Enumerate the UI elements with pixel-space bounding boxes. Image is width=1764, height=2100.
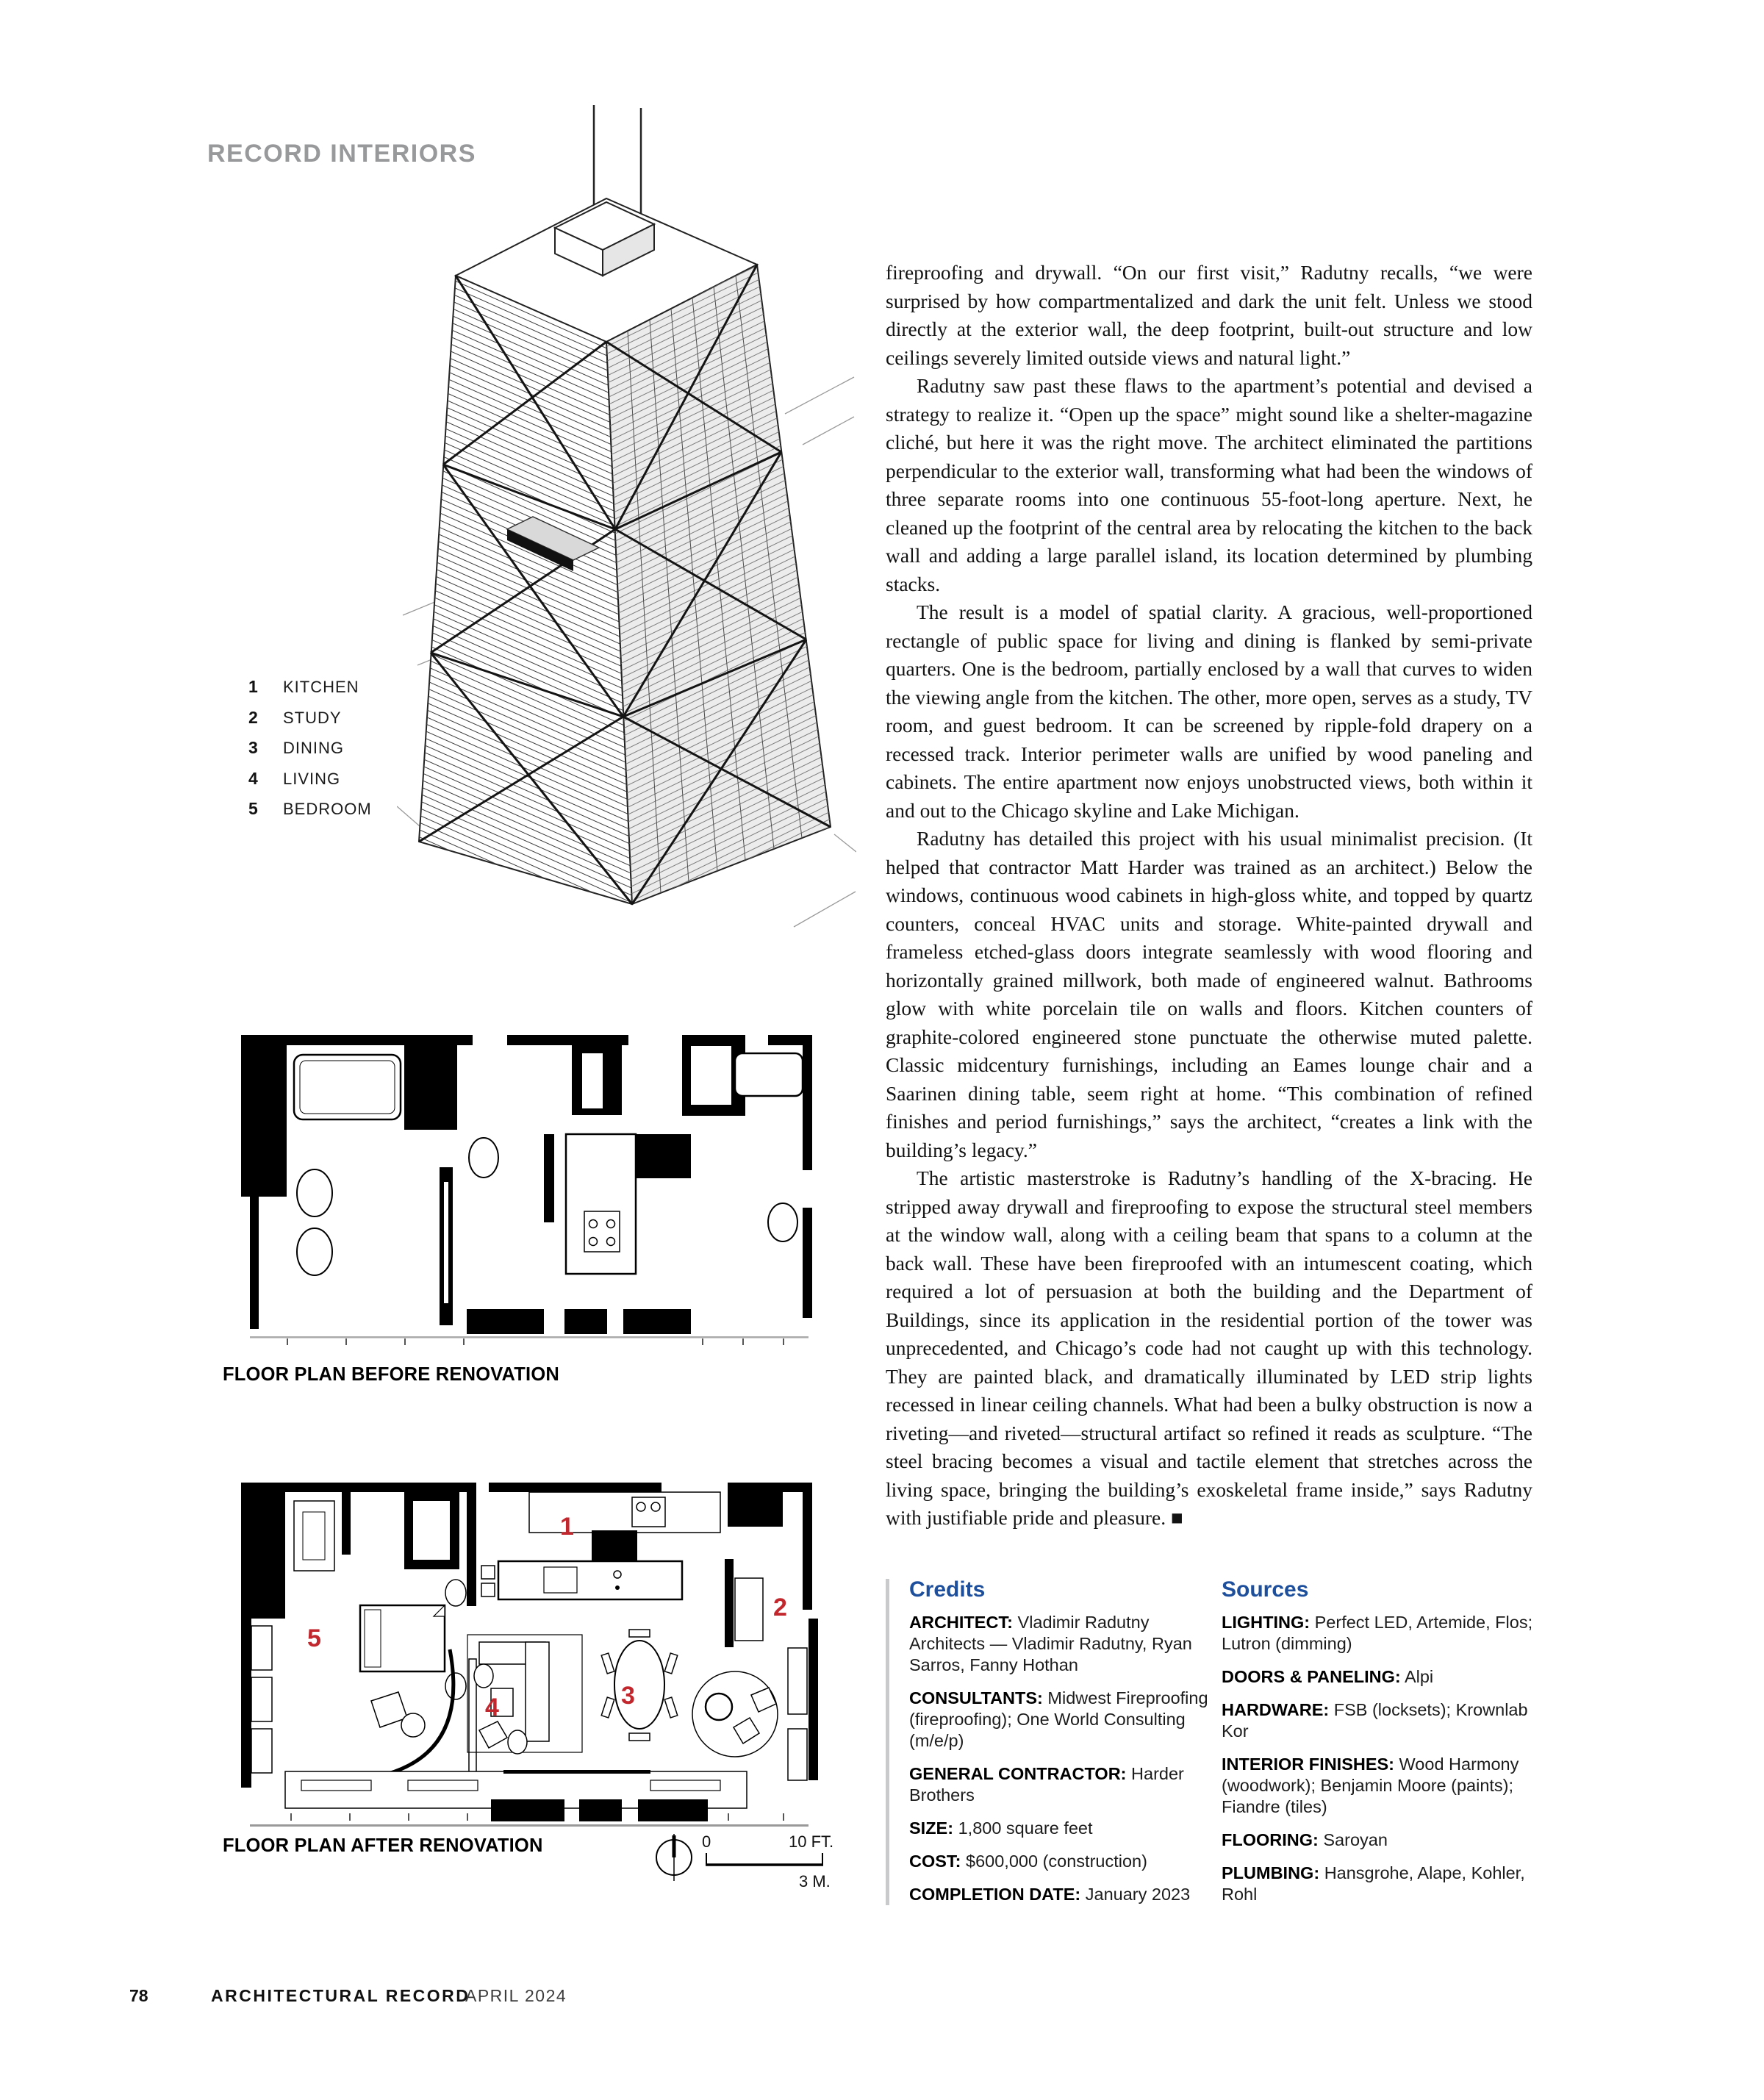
credit-entry-cost	[909, 1851, 1212, 1872]
credit-entry-general-contractor	[909, 1763, 1212, 1806]
sources-title: Sources	[1222, 1577, 1309, 1602]
plan-number-dining: 3	[621, 1682, 635, 1710]
legend-number: 4	[248, 768, 258, 788]
plan-number-study: 2	[773, 1594, 787, 1621]
credit-label: COMPLETION DATE:	[909, 1885, 1081, 1904]
sources-block	[1222, 1579, 1545, 1905]
legend-label: STUDY	[283, 708, 342, 727]
tower-svg	[397, 99, 856, 933]
source-label: PLUMBING:	[1222, 1863, 1320, 1882]
legend-item-bedroom	[248, 799, 372, 830]
article-paragraph: fireproofing and drywall. “On our first visit,” Radutny recalls, “we were surprised by how compartmentalized and dark the unit felt. Unless we stood directly at the exterior wall, the deep footprint, built-out structure and low ceilings severely limited outside views and natural light.”	[886, 261, 1532, 369]
issue-date: APRIL 2024	[465, 1986, 567, 2005]
credit-value: January 2023	[1085, 1885, 1191, 1904]
magazine-name: ARCHITECTURAL RECORD	[211, 1986, 470, 2005]
source-value: Hansgrohe, Alape, Kohler, Rohl	[1222, 1863, 1525, 1904]
legend-number: 2	[248, 707, 258, 727]
article-paragraph: Radutny has detailed this project with his usual minimalist precision. (It helped that contractor Matt Harder was trained as an architect.) Below the windows, continuous wood cabinets in high-gloss white, and topped by quartz counters, conceal HVAC units and storage. White-painted drywall and frameless etched-glass doors integrate seamlessly with wood flooring and horizontally grained millwork, both made of engineered walnut. Bathrooms glow with white porcelain tile on walls and floors. Kitchen counters of graphite-colored engineered stone punctuate the otherwise muted palette. Classic midcentury furnishings, including an Eames lounge chair and a Saarinen dining table, seem right at home. “This combination of refined finishes and period furnishings,” says the architect, “creates a link with the building’s legacy.”	[886, 827, 1532, 1161]
legend-number: 1	[248, 677, 258, 696]
credit-label: SIZE:	[909, 1818, 954, 1838]
source-value: Wood Harmony (woodwork); Benjamin Moore (paints); Fiandre (tiles)	[1222, 1755, 1519, 1816]
source-entry-hardware	[1222, 1699, 1545, 1742]
legend-label: DINING	[283, 739, 344, 757]
credit-entry-architect	[909, 1612, 1212, 1676]
credit-entry-size	[909, 1818, 1212, 1839]
source-label: LIGHTING:	[1222, 1613, 1311, 1632]
floor-plan-after-drawing	[220, 1442, 831, 1832]
legend-item-kitchen	[248, 677, 372, 708]
credit-label: ARCHITECT:	[909, 1613, 1013, 1632]
scale-meters-label: 3 M.	[799, 1872, 831, 1891]
source-entry-lighting	[1222, 1612, 1545, 1655]
page-number: 78	[129, 1986, 148, 2005]
scale-zero-label: 0	[702, 1832, 711, 1851]
article-paragraph: The result is a model of spatial clarity. A gracious, well-proportioned rectangle of public space for living and dining is flanked by semi-private quarters. One is the bedroom, partially enclosed by a wall that curves to widen the viewing angle from the kitchen. The other, more open, serves as a study, TV room, and guest bedroom. It can be screened by ripple-fold drapery on a recessed track. Interior perimeter walls are unified by wood paneling and cabinets. The entire apartment now enjoys unobstructed views, both within it and out to the Chicago skyline and Lake Michigan.	[886, 601, 1532, 822]
credit-value: Vladimir Radutny Architects — Vladimir Radutny, Ryan Sarros, Fanny Hothan	[909, 1613, 1192, 1674]
source-label: FLOORING:	[1222, 1830, 1319, 1849]
section-label: RECORD INTERIORS	[207, 140, 476, 168]
credit-label: COST:	[909, 1852, 961, 1871]
legend-item-study	[248, 708, 372, 739]
scale-feet-label: 10 FT.	[789, 1832, 834, 1851]
source-label: INTERIOR FINISHES:	[1222, 1755, 1395, 1774]
legend-item-living	[248, 769, 372, 800]
source-entry-doors-paneling	[1222, 1666, 1545, 1688]
article-paragraph: Radutny saw past these flaws to the apartment’s potential and devised a strategy to realize it. “Open up the space” might sound like a shelter-magazine cliché, but here it was the right move. The architect eliminated the partitions perpendicular to the exterior wall, transforming what had been the windows of three separate rooms into one continuous 55-foot-long aperture. Next, he cleaned up the footprint of the central area by relocating the kitchen to the back wall and adding a large parallel island, its location determined by plumbing stacks.	[886, 374, 1532, 595]
plan-number-bedroom: 5	[307, 1624, 321, 1652]
source-value: Perfect LED, Artemide, Flos; Lutron (dimming)	[1222, 1613, 1533, 1653]
legend-label: KITCHEN	[283, 678, 359, 696]
credit-value: $600,000 (construction)	[966, 1852, 1147, 1871]
floor-plan-after-caption: FLOOR PLAN AFTER RENOVATION	[223, 1835, 543, 1856]
source-entry-plumbing	[1222, 1863, 1545, 1905]
source-value: Saroyan	[1323, 1830, 1388, 1849]
legend-item-dining	[248, 738, 372, 769]
article-paragraph: The artistic masterstroke is Radutny’s handling of the X-bracing. He stripped away drywall and fireproofing to expose the structural steel members at the window wall, along with a ceiling beam that spans to a column at the back wall. These have been fireproofed with an intumescent coating, which required a lot of persuasion at both the building and the Department of Buildings, since its application in the residential portion of the tower was unprecedented, and Chicago’s code had not caught up with this technology. They are painted black, and dramatically illuminated by LED strip lights recessed in linear ceiling channels. What had been a bulky obstruction is now a riveting—and riveted—structural artifact so refined it reads as sculpture. “The steel bracing becomes a visual and tactile element that stretches across the living space, bringing the building’s exoskeletal frame inside,” says Radutny with justifiable pride and pleasure. ■	[886, 1167, 1532, 1529]
credits-block	[886, 1579, 1212, 1905]
scale-svg	[643, 1819, 842, 1900]
hancock-tower-axonometric-drawing	[397, 99, 856, 933]
scale-and-north-arrow	[643, 1819, 842, 1900]
legend-number: 5	[248, 799, 258, 818]
credit-entry-consultants	[909, 1688, 1212, 1752]
floor-plan-before-svg	[220, 965, 831, 1355]
legend-label: BEDROOM	[283, 800, 372, 818]
source-label: HARDWARE:	[1222, 1700, 1330, 1719]
floor-plan-before-caption: FLOOR PLAN BEFORE RENOVATION	[223, 1364, 559, 1385]
article-body	[886, 259, 1532, 1533]
floor-plan-after-svg	[220, 1442, 831, 1832]
source-label: DOORS & PANELING:	[1222, 1667, 1401, 1686]
plan-number-kitchen: 1	[560, 1513, 574, 1541]
legend-label: LIVING	[283, 769, 341, 788]
source-entry-interior-finishes	[1222, 1754, 1545, 1818]
credit-value: Harder Brothers	[909, 1764, 1184, 1805]
plan-legend	[248, 677, 372, 830]
source-value: FSB (locksets); Krownlab Kor	[1222, 1700, 1528, 1741]
credits-title: Credits	[909, 1577, 986, 1602]
plan-number-living: 4	[485, 1694, 499, 1721]
legend-number: 3	[248, 738, 258, 757]
source-entry-flooring	[1222, 1830, 1545, 1851]
source-value: Alpi	[1404, 1667, 1434, 1686]
credit-value: Midwest Fireproofing (fireproofing); One World Consulting (m/e/p)	[909, 1688, 1208, 1750]
floor-plan-before-drawing	[220, 965, 831, 1355]
credit-label: GENERAL CONTRACTOR:	[909, 1764, 1127, 1783]
credit-value: 1,800 square feet	[958, 1818, 1093, 1838]
credit-label: CONSULTANTS:	[909, 1688, 1043, 1707]
credit-entry-completion-date	[909, 1884, 1212, 1905]
